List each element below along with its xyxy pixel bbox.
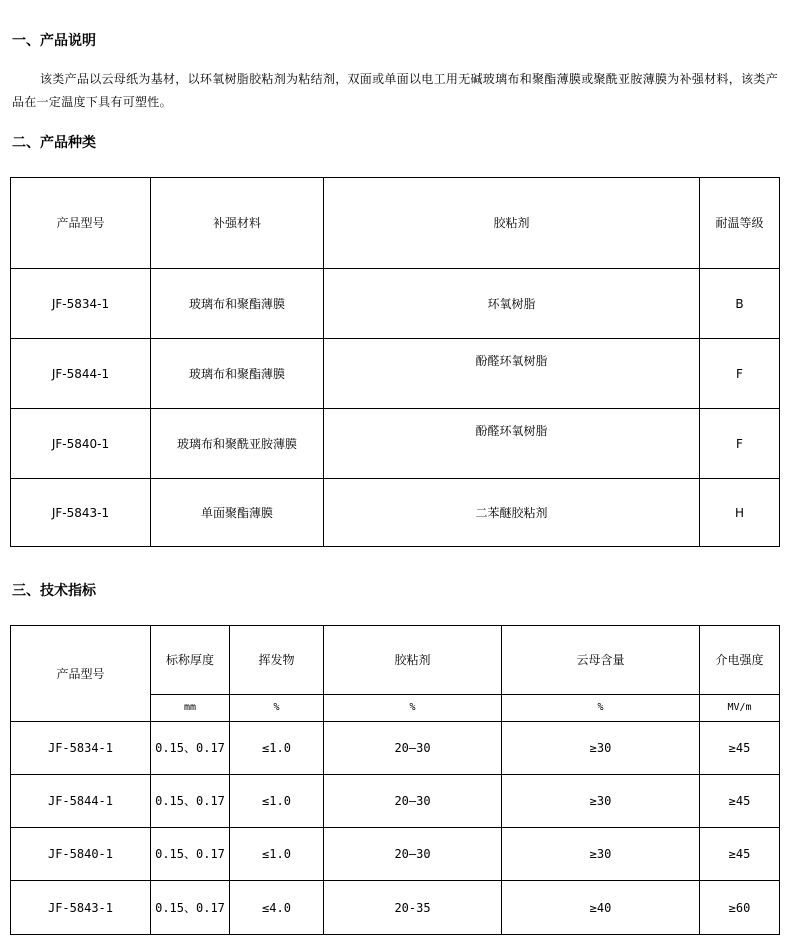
header-cell: 挥发物 (230, 626, 324, 695)
unit-cell: MV/m (700, 695, 780, 722)
unit-cell: % (324, 695, 502, 722)
adhesive-content-cell: 20-35 (324, 881, 502, 935)
thickness-cell: 0.15、0.17 (151, 828, 230, 881)
model-cell: JF-5843-1 (11, 479, 151, 547)
header-cell: 介电强度 (700, 626, 780, 695)
table-row (11, 775, 780, 828)
reinforcement-cell: 玻璃布和聚酯薄膜 (151, 269, 324, 339)
adhesive-cell: 酚醛环氧树脂 (324, 339, 700, 409)
model-cell: JF-5844-1 (11, 775, 151, 828)
table-header-row (11, 178, 780, 269)
mica-content-cell: ≥30 (502, 828, 700, 881)
model-cell: JF-5834-1 (11, 722, 151, 775)
thickness-cell: 0.15、0.17 (151, 722, 230, 775)
reinforcement-cell: 玻璃布和聚酯薄膜 (151, 339, 324, 409)
header-cell: 胶粘剂 (324, 178, 700, 269)
volatile-cell: ≤1.0 (230, 722, 324, 775)
reinforcement-cell: 单面聚酯薄膜 (151, 479, 324, 547)
header-cell: 补强材料 (151, 178, 324, 269)
product-types-table (10, 177, 780, 547)
model-cell: JF-5834-1 (11, 269, 151, 339)
section-title-product-types: 二、产品种类 (12, 135, 96, 151)
table-row (11, 409, 780, 479)
unit-cell: % (502, 695, 700, 722)
header-cell: 产品型号 (11, 626, 151, 722)
header-cell: 胶粘剂 (324, 626, 502, 695)
product-description-paragraph: 该类产品以云母纸为基材，以环氧树脂胶粘剂为粘结剂，双面或单面以电工用无碱玻璃布和聚酯薄膜或聚酰亚胺薄膜为补强材料，该类产品在一定温度下具有可塑性。 (12, 72, 779, 109)
thickness-cell: 0.15、0.17 (151, 775, 230, 828)
section-title-product-description: 一、产品说明 (12, 33, 96, 49)
volatile-cell: ≤4.0 (230, 881, 324, 935)
model-cell: JF-5843-1 (11, 881, 151, 935)
adhesive-cell: 环氧树脂 (324, 269, 700, 339)
dielectric-strength-cell: ≥60 (700, 881, 780, 935)
model-cell: JF-5844-1 (11, 339, 151, 409)
mica-content-cell: ≥40 (502, 881, 700, 935)
table-row (11, 722, 780, 775)
header-cell: 云母含量 (502, 626, 700, 695)
mica-content-cell: ≥30 (502, 775, 700, 828)
adhesive-cell: 酚醛环氧树脂 (324, 409, 700, 479)
table-row (11, 881, 780, 935)
table-row (11, 339, 780, 409)
temperature-class-cell: H (700, 479, 780, 547)
adhesive-cell: 二苯醚胶粘剂 (324, 479, 700, 547)
reinforcement-cell: 玻璃布和聚酰亚胺薄膜 (151, 409, 324, 479)
technical-specs-table (10, 625, 780, 935)
adhesive-content-cell: 20—30 (324, 775, 502, 828)
unit-cell: mm (151, 695, 230, 722)
volatile-cell: ≤1.0 (230, 828, 324, 881)
temperature-class-cell: B (700, 269, 780, 339)
table-row (11, 269, 780, 339)
header-cell: 耐温等级 (700, 178, 780, 269)
dielectric-strength-cell: ≥45 (700, 722, 780, 775)
table-header-row (11, 626, 780, 695)
header-cell: 产品型号 (11, 178, 151, 269)
dielectric-strength-cell: ≥45 (700, 775, 780, 828)
section-title-technical-specs: 三、技术指标 (12, 583, 96, 599)
adhesive-content-cell: 20—30 (324, 828, 502, 881)
unit-cell: % (230, 695, 324, 722)
dielectric-strength-cell: ≥45 (700, 828, 780, 881)
header-cell: 标称厚度 (151, 626, 230, 695)
mica-content-cell: ≥30 (502, 722, 700, 775)
model-cell: JF-5840-1 (11, 409, 151, 479)
table-row (11, 479, 780, 547)
temperature-class-cell: F (700, 339, 780, 409)
adhesive-content-cell: 20—30 (324, 722, 502, 775)
thickness-cell: 0.15、0.17 (151, 881, 230, 935)
temperature-class-cell: F (700, 409, 780, 479)
table-row (11, 828, 780, 881)
volatile-cell: ≤1.0 (230, 775, 324, 828)
model-cell: JF-5840-1 (11, 828, 151, 881)
